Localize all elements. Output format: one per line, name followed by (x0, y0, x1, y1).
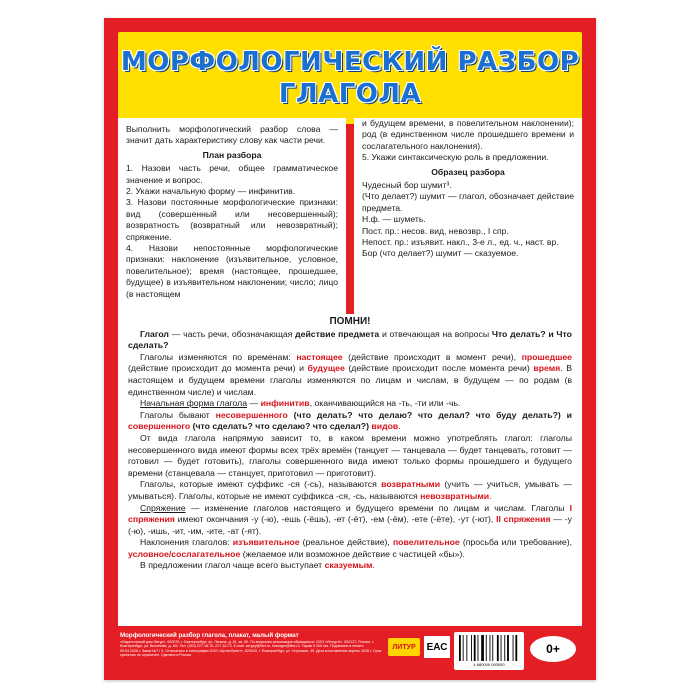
rule-syntax: В предложении глагол чаще всего выступает сказуемым. (140, 560, 375, 571)
poster (104, 18, 596, 680)
sample-line-5: Непост. пр.: изъявит. накл., 3-е л., ед. ч., наст. вр. (362, 237, 559, 248)
plan-step-2: 2. Укажи начальную форму — инфинитив. (126, 186, 296, 197)
sample-line-4: Пост. пр.: несов. вид, невозвр., I спр. (362, 225, 509, 236)
rule-tenses: Глаголы изменяются по временам: настоящее (действие происходит в момент речи), прошедшее (действие происходит до момента речи) и будущее (действие происходит после момента речи) время. В настоящем и будущем времени глаголы изменяются по лицам и числам, в будущем — по родам (в единственном числе) и числам. (128, 351, 573, 397)
remember-panel (118, 314, 582, 626)
barcode (454, 632, 524, 670)
rule-aspect-tense: От вида глагола напрямую зависит то, в каком времени можно употреблять глагол: глаголы несовершенного вида имеют формы всех трёх времён (танцует — танцевала — будет танцевать, готовит — готовил — будет готовить), глаголы совершенного вида имеют только формы прошедшего и будущего времени (станцевала — станцует, приготовил — приготовит). (128, 432, 572, 478)
title-line-2: ГЛАГОЛА (278, 79, 422, 109)
rule-mood: Наклонения глаголов: изъявительное (реальное действие), повелительное (просьба или требование), условное/сослагательное (желаемое или возможное действие с частицей «бы»). (128, 537, 573, 559)
eac-mark: ЕАС (424, 636, 450, 658)
plan-step-5: 5. Укажи синтаксическую роль в предложении. (362, 152, 549, 163)
age-rating: 0+ (530, 636, 576, 662)
rule-reflexive: Глаголы, которые имеют суффикс -ся (-сь), называются возвратными (учить — учиться, умывать — умываться). Глаголы, которые не имеют суффикса -ся, -сь, называются невозвратными. (128, 479, 572, 501)
plan-step-4: 4. Назови непостоянные морфологические признаки: наклонение (изъявительное, условное, повелительное); время (настоящее, прошедшее, будущее) в изъявительном наклонении; число; лицо (в настоящем (126, 243, 338, 299)
plan-step-3: 3. Назови постоянные морфологические признаки: вид (совершенный или несовершенный); возвратность (возвратный или невозвратный); спряжение. (126, 197, 338, 242)
sample-line-1: Чудесный бор шумит³. (362, 180, 452, 191)
barcode-number: 4 680000 000000 (473, 662, 505, 667)
sample-panel (354, 118, 582, 326)
publisher-logo: ЛИТУР (388, 638, 420, 656)
plan-step-1: 1. Назови часть речи, общее грамматическое значение и вопрос. (126, 163, 338, 185)
publisher-info: «Издательский дом Литур», 620075, г. Екатеринбург, ул. Ленина, д. 81, кв. 50. По вопросам реализации обращаться: ООО «Литур-К», 620137, Россия, г. Екатеринбург, ул. Вилонова, д. 1М. Тел. (343) 227-16-75, 227-16-73. Е-mail: sergey@litur.ru, manager@litur.ru. Тираж 5 000 экз. Подписано в печать 09.04.2026 г. Заказ №7 / 3. Отпечатано в типографии ООО «АртисПринт», 620043, г. Екатеринбург, ул. Уктусская, 45. Дата изготовления апрель 2026 г. Срок хранения не ограничен. Сделано в России (120, 640, 382, 658)
sample-line-6: Бор (что делает?) шумит — сказуемое. (362, 248, 519, 259)
barcode-bars (458, 635, 520, 661)
rule-infinitive: Начальная форма глагола — инфинитив, оканчивающийся на -ть, -ти или -чь. (140, 398, 461, 409)
plan-heading: План разбора (202, 149, 262, 160)
remember-heading: ПОМНИ! (329, 316, 371, 327)
title-banner (118, 32, 582, 124)
rule-definition: Глагол — часть речи, обозначающая действие предмета и отвечающая на вопросы Что делать? и Что сделать? (128, 328, 572, 351)
title-line-1: МОРФОЛОГИЧЕСКИЙ РАЗБОР (120, 47, 580, 77)
sample-line-3: Н.ф. — шуметь. (362, 214, 426, 225)
plan-panel (118, 118, 346, 326)
intro-text: Выполнить морфологический разбор слова — значит дать характеристику слову как части речи. (126, 124, 338, 146)
rule-aspect: Глаголы бывают несовершенного (что делать? что делаю? что делал? что буду делать?) и совершенного (что сделать? что сделаю? что сделал?) видов. (128, 409, 573, 432)
sample-line-2: (Что делает?) шумит — глагол, обозначает действие предмета. (362, 191, 574, 213)
sample-heading: Образец разбора (431, 166, 505, 177)
poster-footer (118, 630, 582, 674)
plan-step-4-continuation: и будущем времени, в повелительном наклонении); род (в единственном числе прошедшего времени и сослагательного наклонения). (362, 118, 574, 151)
rule-conjugation: Спряжение — изменение глаголов настоящего и будущего времени по лицам и числам. Глаголы I спряжения имеют окончания -у (-ю), -ешь (-ёшь), -ет (-ёт), -ем (-ём), -ете (-ёте), -ут (-ют), II спряжения — -у (-ю), -ишь, -ит, -им, -ите, -ат (-ят). (128, 502, 572, 536)
product-title: Морфологический разбор глагола, плакат, малый формат (120, 632, 299, 639)
